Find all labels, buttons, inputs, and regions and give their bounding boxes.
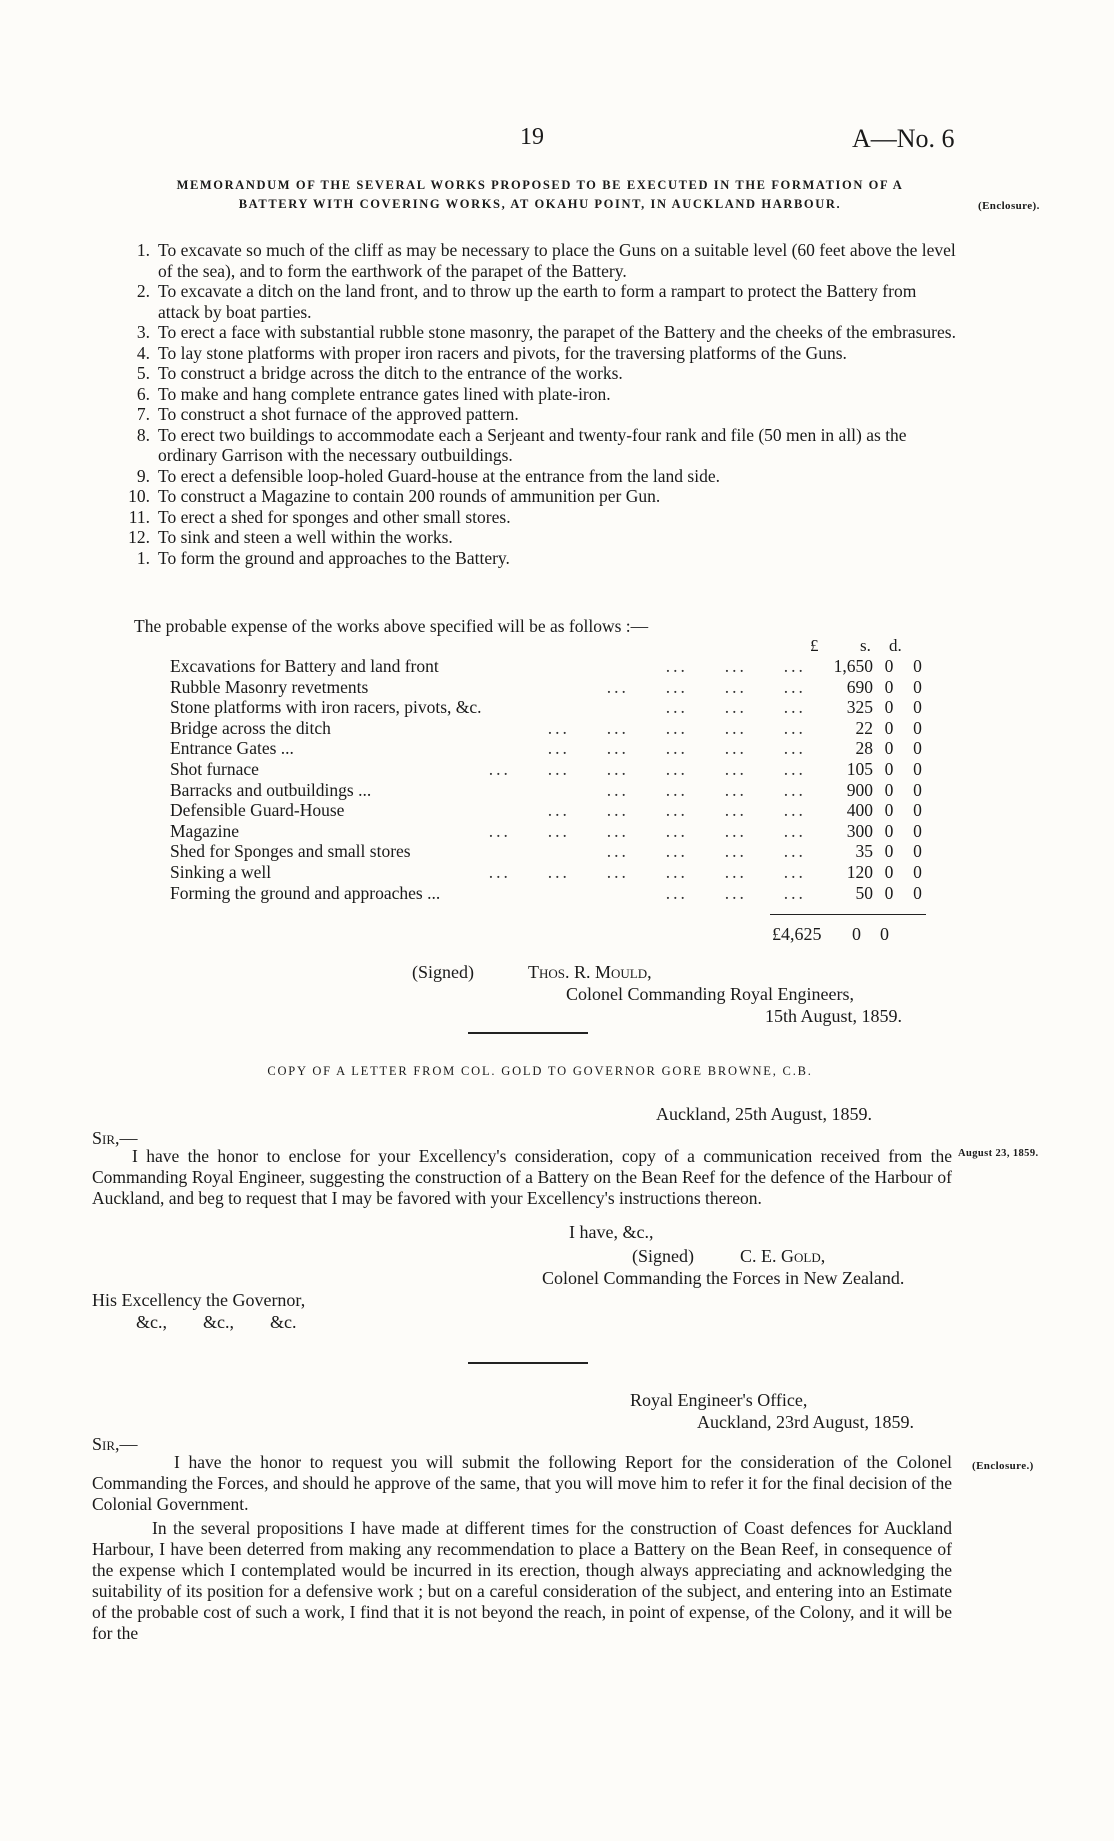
memorandum-title xyxy=(110,176,970,214)
expense-pounds: 28 xyxy=(855,738,874,759)
letter2-salutation: Sir,— xyxy=(92,1434,138,1454)
memorandum-item-text: To construct a Magazine to contain 200 rounds of ammunition per Gun. xyxy=(158,486,661,506)
memorandum-signed-label: (Signed) xyxy=(412,962,474,982)
expense-row xyxy=(170,697,930,718)
expense-shillings: 0 xyxy=(884,676,894,697)
expense-leader-dots: ... ... ... ... ... ... xyxy=(488,820,806,841)
expense-pence: 0 xyxy=(913,841,922,862)
letter1-signer-title: Colonel Commanding the Forces in New Zealand. xyxy=(542,1268,905,1288)
memorandum-item-number: 3. xyxy=(136,322,150,342)
expense-item: Forming the ground and approaches ... xyxy=(170,882,441,903)
memorandum-item-number: 1. xyxy=(136,240,150,260)
letter1-signer-name: C. E. Gold, xyxy=(740,1246,826,1266)
letter1-body: I have the honor to enclose for your Excellency's consideration, copy of a communication received from the Commanding Royal Engineer, suggesting the construction of a Battery on the Bean Reef for the defence of the Harbour of Auckland, and beg to request that I may be favored with your Excellency's instructions thereon. xyxy=(92,1146,952,1208)
total-shillings: 0 xyxy=(852,924,861,944)
memorandum-date: 15th August, 1859. xyxy=(765,1006,903,1026)
memorandum-item-number: 5. xyxy=(136,363,150,383)
expense-pounds: 400 xyxy=(846,800,874,821)
total-pounds: £4,625 xyxy=(772,924,822,944)
expense-pounds: 690 xyxy=(846,676,874,697)
expense-pence: 0 xyxy=(913,738,922,759)
memorandum-item-text: To erect a face with substantial rubble stone masonry, the parapet of the Battery and the cheeks of the embrasures. xyxy=(158,322,956,342)
letter1-place-date: Auckland, 25th August, 1859. xyxy=(656,1104,872,1124)
memorandum-item xyxy=(112,425,962,466)
expense-pence: 0 xyxy=(913,800,922,821)
expense-pounds: 22 xyxy=(855,717,874,738)
expense-pounds: 105 xyxy=(846,758,874,779)
memorandum-signer-title: Colonel Commanding Royal Engineers, xyxy=(566,984,854,1004)
letter2-place-date: Auckland, 23rd August, 1859. xyxy=(697,1412,914,1432)
expense-item: Shot furnace xyxy=(170,758,259,779)
expense-item: Stone platforms with iron racers, pivots, &c. xyxy=(170,697,482,718)
letter1-title: COPY OF A LETTER FROM COL. GOLD TO GOVERNOR GORE BROWNE, C.B. xyxy=(267,1064,813,1078)
expense-pounds: 120 xyxy=(846,861,874,882)
letter1-addressee-line1: His Excellency the Governor, xyxy=(92,1290,306,1310)
memorandum-item-text: To sink and steen a well within the works. xyxy=(158,527,453,547)
letter1-addressee-line2: &c., &c., &c. xyxy=(136,1312,297,1332)
expense-row xyxy=(170,656,930,677)
pounds-header: £ xyxy=(810,636,819,655)
memorandum-item xyxy=(112,404,962,425)
memorandum-item xyxy=(112,363,962,384)
expense-row xyxy=(170,821,930,842)
memorandum-item xyxy=(112,507,962,528)
memorandum-item-text: To excavate so much of the cliff as may be necessary to place the Guns on a suitable level (60 feet above the level of the sea), and to form the earthwork of the parapet of the Battery. xyxy=(158,240,956,281)
letter2-office: Royal Engineer's Office, xyxy=(630,1390,808,1410)
expense-item: Magazine xyxy=(170,820,239,841)
shillings-header: s. xyxy=(860,636,871,655)
expense-row xyxy=(170,883,930,904)
memorandum-item-text: To form the ground and approaches to the Battery. xyxy=(158,547,510,568)
expense-intro: The probable expense of the works above specified will be as follows :— xyxy=(134,616,649,636)
expense-leader-dots: ... ... ... ... ... xyxy=(547,800,806,821)
letter2-margin-note: (Enclosure.) xyxy=(972,1460,1034,1472)
expense-item: Excavations for Battery and land front xyxy=(170,656,439,676)
memorandum-item xyxy=(112,548,962,569)
expense-row xyxy=(170,738,930,759)
expense-leader-dots: ... ... ... ... ... ... xyxy=(488,861,806,882)
memorandum-item xyxy=(112,281,962,322)
memorandum-item-number: 6. xyxy=(136,383,150,404)
expense-shillings: 0 xyxy=(884,697,894,718)
expense-item: Shed for Sponges and small stores xyxy=(170,841,411,862)
memorandum-item-number: 8. xyxy=(136,424,150,445)
memorandum-item-number: 7. xyxy=(136,404,150,424)
expense-leader-dots: ... ... ... ... ... xyxy=(547,717,806,738)
memorandum-item-text: To lay stone platforms with proper iron racers and pivots, for the traversing platforms of the Guns. xyxy=(158,342,847,363)
expense-shillings: 0 xyxy=(884,820,894,841)
page-number: 19 xyxy=(520,124,544,150)
memorandum-item xyxy=(112,486,962,507)
memorandum-item-text: To construct a bridge across the ditch to the entrance of the works. xyxy=(158,363,623,383)
memorandum-item-text: To make and hang complete entrance gates lined with plate-iron. xyxy=(158,383,611,404)
memorandum-item-text: To erect a defensible loop-holed Guard-house at the entrance from the land side. xyxy=(158,465,720,486)
expense-shillings: 0 xyxy=(884,758,894,779)
memorandum-item-number: 4. xyxy=(136,342,150,363)
expense-shillings: 0 xyxy=(884,861,894,882)
expense-pence: 0 xyxy=(913,676,922,697)
expense-shillings: 0 xyxy=(884,779,894,800)
expense-item: Bridge across the ditch xyxy=(170,717,331,738)
memorandum-item xyxy=(112,384,962,405)
expense-leader-dots: ... ... ... ... ... ... xyxy=(488,758,806,779)
expense-pence: 0 xyxy=(913,820,922,841)
memorandum-title-line1: MEMORANDUM OF THE SEVERAL WORKS PROPOSED TO BE EXECUTED IN THE FORMATION OF A xyxy=(176,178,904,192)
expense-shillings: 0 xyxy=(884,841,894,862)
expense-item: Sinking a well xyxy=(170,861,272,882)
expense-pounds: 35 xyxy=(855,841,874,862)
letter1-signed-label: (Signed) xyxy=(632,1246,694,1266)
expense-leader-dots: ... ... ... ... xyxy=(606,841,806,862)
expense-pence: 0 xyxy=(913,882,922,903)
expense-pence: 0 xyxy=(913,779,922,800)
expense-shillings: 0 xyxy=(884,738,894,759)
expense-item: Barracks and outbuildings ... xyxy=(170,779,372,800)
expense-shillings: 0 xyxy=(884,717,894,738)
expense-pence: 0 xyxy=(913,656,922,676)
memorandum-margin-note: (Enclosure). xyxy=(978,200,1040,212)
expense-row xyxy=(170,800,930,821)
expense-pence: 0 xyxy=(913,697,922,718)
expense-item: Defensible Guard-House xyxy=(170,800,345,821)
memorandum-item-text: To erect a shed for sponges and other small stores. xyxy=(158,506,511,527)
total-rule xyxy=(770,914,926,915)
memorandum-item-number: 9. xyxy=(136,465,150,486)
memorandum-item-text: To excavate a ditch on the land front, and to throw up the earth to form a rampart to protect the Battery from attack by boat parties. xyxy=(158,281,917,322)
memorandum-items xyxy=(112,240,962,568)
expense-pence: 0 xyxy=(913,861,922,882)
memorandum-item-number: 1. xyxy=(136,547,150,568)
expense-row xyxy=(170,677,930,698)
expense-item: Rubble Masonry revetments xyxy=(170,676,369,697)
expense-item: Entrance Gates ... xyxy=(170,738,294,759)
memorandum-item xyxy=(112,240,962,281)
memorandum-item xyxy=(112,527,962,548)
letter1-closing: I have, &c., xyxy=(569,1222,654,1242)
expense-row xyxy=(170,862,930,883)
document-reference: A—No. 6 xyxy=(852,124,955,153)
expense-pence: 0 xyxy=(913,717,922,738)
memorandum-item-text: To erect two buildings to accommodate each a Serjeant and twenty-four rank and file (50 men in all) as the ordinary Garrison with the necessary outbuildings. xyxy=(158,424,907,465)
expense-pounds: 300 xyxy=(846,820,874,841)
expense-leader-dots: ... ... ... ... ... xyxy=(547,738,806,759)
expense-row xyxy=(170,780,930,801)
expense-shillings: 0 xyxy=(884,656,894,676)
expense-pounds: 50 xyxy=(855,882,874,903)
pence-header: d. xyxy=(889,636,902,655)
expense-shillings: 0 xyxy=(884,882,894,903)
expense-leader-dots: ... ... ... xyxy=(665,882,806,903)
memorandum-item xyxy=(112,343,962,364)
expense-row xyxy=(170,759,930,780)
letter2-paragraph-2: In the several propositions I have made at different times for the construction of Coast defences for Auckland Harbour, I have been deterred from making any recommendation to place a Battery on the Bean Reef, in consequence of the expense which I contemplated would be incurred in its erection, though always appreciating and acknowledging the suitability of its position for a defensive work ; but on a careful consideration of the subject, and entering into an Estimate of the probable cost of such a work, I find that it is not beyond the reach, in point of expense, of the Colony, and it will be for the xyxy=(92,1518,952,1643)
expense-pounds: 1,650 xyxy=(833,656,874,676)
expense-pence: 0 xyxy=(913,758,922,779)
total-pence: 0 xyxy=(880,924,889,944)
expense-shillings: 0 xyxy=(884,800,894,821)
memorandum-item xyxy=(112,322,962,343)
letter1-margin-note: August 23, 1859. xyxy=(958,1148,1039,1159)
memorandum-item-text: To construct a shot furnace of the approved pattern. xyxy=(158,404,519,424)
expense-pounds: 900 xyxy=(846,779,874,800)
memorandum-item-number: 2. xyxy=(136,281,150,301)
divider-rule-2 xyxy=(468,1362,588,1364)
memorandum-item-number: 12. xyxy=(128,527,150,547)
memorandum-item-number: 11. xyxy=(128,506,150,527)
divider-rule xyxy=(468,1032,588,1034)
expense-leader-dots: ... ... ... ... xyxy=(606,676,806,697)
expense-row xyxy=(170,841,930,862)
expense-row xyxy=(170,718,930,739)
memorandum-item-number: 10. xyxy=(128,486,150,506)
expense-leader-dots: ... ... ... xyxy=(665,697,806,718)
memorandum-title-line2: BATTERY WITH COVERING WORKS, AT OKAHU POINT, IN AUCKLAND HARBOUR. xyxy=(238,197,842,211)
memorandum-signer-name: Thos. R. Mould, xyxy=(528,962,652,982)
memorandum-item xyxy=(112,466,962,487)
letter1-salutation: Sir,— xyxy=(92,1128,138,1148)
expense-pounds: 325 xyxy=(846,697,874,718)
letter2-paragraph-1: I have the honor to request you will submit the following Report for the consideration of the Colonel Commanding the Forces, and should he approve of the same, that you will move him to refer it for the final decision of the Colonial Government. xyxy=(92,1452,952,1514)
expense-leader-dots: ... ... ... ... xyxy=(606,779,806,800)
expense-table xyxy=(170,656,930,903)
expense-leader-dots: ... ... ... xyxy=(665,656,806,676)
